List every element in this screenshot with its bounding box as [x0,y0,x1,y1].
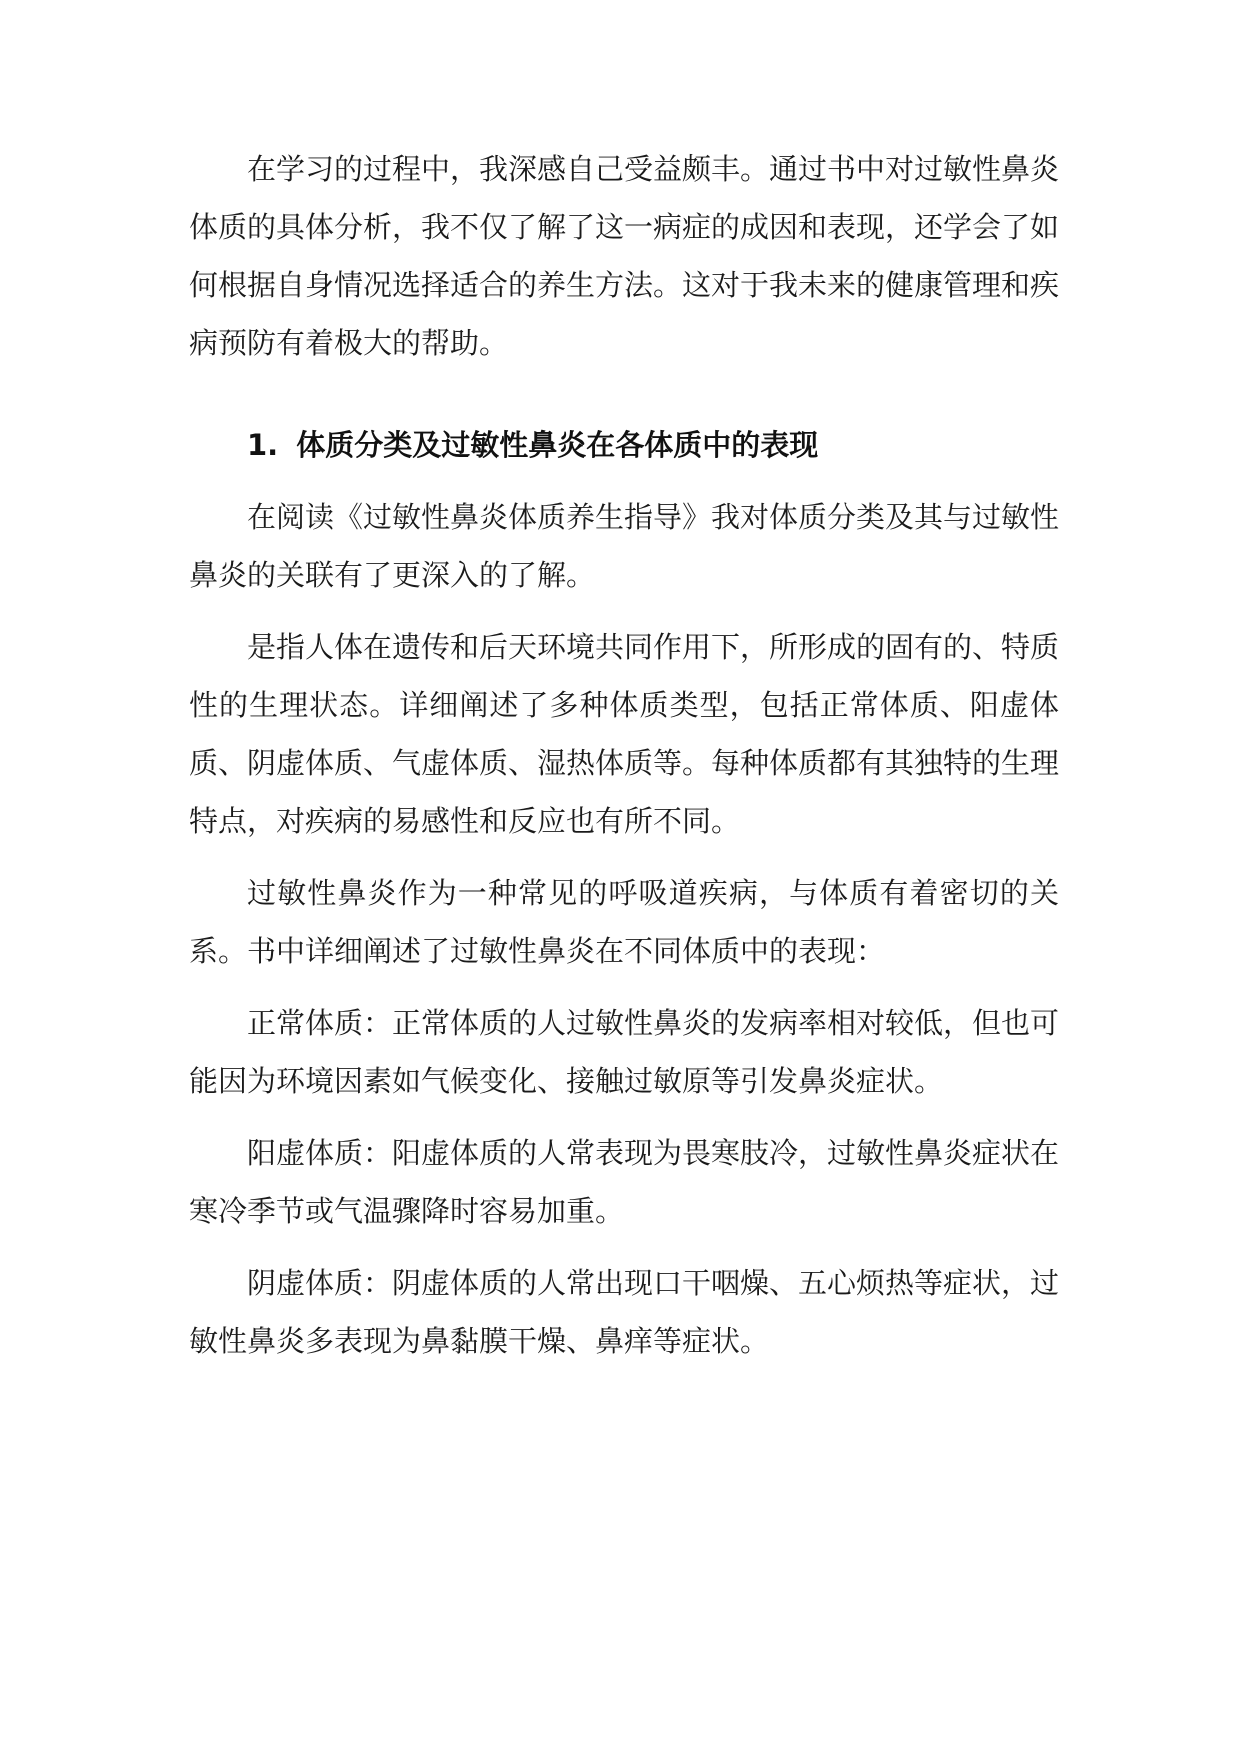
paragraph-yin-deficiency: 阴虚体质：阴虚体质的人常出现口干咽燥、五心烦热等症状，过敏性鼻炎多表现为鼻黏膜干燥、鼻痒等症状。 [189,1266,1060,1358]
paragraph-reading: 在阅读《过敏性鼻炎体质养生指导》我对体质分类及其与过敏性鼻炎的关联有了更深入的了解。 [189,500,1060,592]
document-body [189,140,1059,1384]
intro-paragraph: 在学习的过程中，我深感自己受益颇丰。通过书中对过敏性鼻炎体质的具体分析，我不仅了解了这一病症的成因和表现，还学会了如何根据自身情况选择适合的养生方法。这对于我未来的健康管理和疾病预防有着极大的帮助。 [189,152,1060,360]
section-number: 1. [247,428,279,462]
paragraph-definition: 是指人体在遗传和后天环境共同作用下，所形成的固有的、特质性的生理状态。详细阐述了多种体质类型，包括正常体质、阳虚体质、阴虚体质、气虚体质、湿热体质等。每种体质都有其独特的生理特点，对疾病的易感性和反应也有所不同。 [189,630,1060,838]
paragraph-normal-constitution: 正常体质：正常体质的人过敏性鼻炎的发病率相对较低，但也可能因为环境因素如气候变化、接触过敏原等引发鼻炎症状。 [189,1006,1060,1098]
paragraph-relationship: 过敏性鼻炎作为一种常见的呼吸道疾病，与体质有着密切的关系。书中详细阐述了过敏性鼻炎在不同体质中的表现： [189,876,1059,968]
section-heading [189,416,1059,474]
paragraph-yang-deficiency: 阳虚体质：阳虚体质的人常表现为畏寒肢冷，过敏性鼻炎症状在寒冷季节或气温骤降时容易加重。 [189,1136,1060,1228]
section-title: 体质分类及过敏性鼻炎在各体质中的表现 [296,428,819,462]
